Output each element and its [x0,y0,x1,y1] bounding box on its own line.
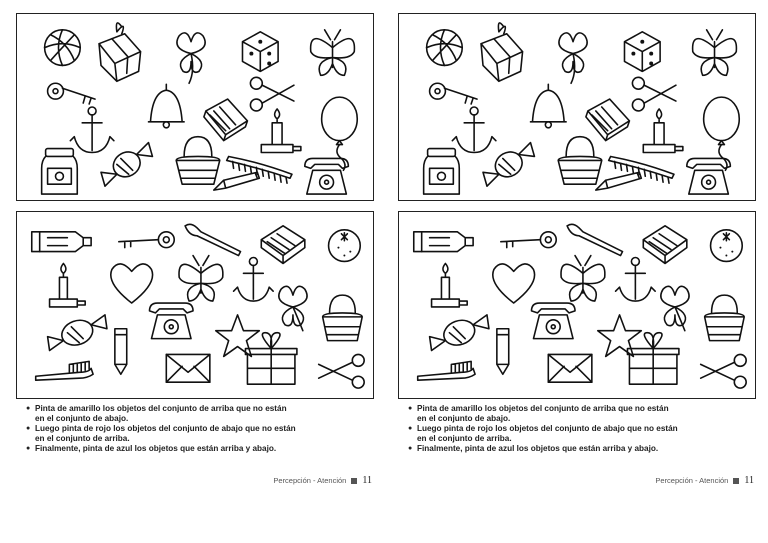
page-footer [273,475,372,486]
butterfly-icon [693,30,737,76]
scissors-icon [632,77,676,111]
candle-icon [50,263,86,307]
key-icon [501,232,556,248]
dice-icon [242,32,278,72]
anchor-icon [70,107,114,153]
gift-icon [99,23,141,81]
bell-icon [149,84,185,128]
scissors-icon [250,77,294,111]
pencil-icon [214,172,260,190]
anchor-icon [234,258,274,302]
basket-icon [705,295,745,341]
comb-icon [609,156,674,183]
toothbrush-icon [418,361,475,380]
page-footer [655,475,754,486]
top-set-drawing [17,14,373,200]
top-set-drawing [399,14,755,200]
toothpaste-icon [414,232,473,252]
anchor-icon [452,107,496,153]
candy-icon [48,315,107,351]
star-icon [598,315,642,357]
candle-icon [261,109,301,153]
bell-icon [531,84,567,128]
paintbrush-icon [567,224,622,255]
candle-icon [432,263,468,307]
bottom-set-box [16,211,374,399]
toothbrush-icon [36,361,93,380]
instruction-item: ● Pinta de amarillo los objetos del conjunto de arriba que no están en el conjunto de abajo. [408,404,708,424]
orange-icon [329,230,361,262]
heart-icon [493,264,535,303]
basket-icon [323,295,363,341]
envelope-icon [548,354,592,382]
candy-icon [483,143,534,187]
instruction-item: ● Luego pinta de rojo los objetos del conjunto de abajo que no están en el conjunto de arriba. [26,424,326,444]
clover-icon [177,33,205,83]
book-icon [643,226,687,264]
pencil-icon [115,329,127,375]
bottom-set-drawing [399,212,755,398]
paintbrush-icon [185,224,240,255]
top-set-box [16,13,374,201]
instruction-item: ● Luego pinta de rojo los objetos del conjunto de abajo que no están en el conjunto de arriba. [408,424,708,444]
basket-icon [558,137,602,184]
ball-icon [45,30,81,66]
footer-section-label: Percepción - Atención [655,476,729,485]
book-icon [204,99,248,141]
worksheet-page-left [6,0,380,543]
orange-icon [711,230,743,262]
telephone-icon [531,303,575,339]
gift-icon [627,333,678,384]
square-icon [351,478,357,484]
instructions-list [26,404,326,454]
key-icon [430,83,477,104]
pencil-icon [497,329,509,375]
jar-icon [424,149,460,195]
bottom-set-drawing [17,212,373,398]
butterfly-icon [311,30,355,76]
telephone-icon [687,158,731,194]
telephone-icon [149,303,193,339]
jar-icon [42,149,78,195]
comb-icon [227,156,292,183]
candy-icon [101,143,152,187]
instruction-item: ● Finalmente, pinta de azul los objetos que están arriba y abajo. [408,444,708,454]
dice-icon [624,32,660,72]
candy-icon [430,315,489,351]
page-number: 11 [744,475,754,486]
scissors-icon [319,354,365,388]
clover-icon [661,286,689,330]
pencil-icon [596,172,642,190]
key-icon [48,83,95,104]
butterfly-icon [561,256,605,302]
footer-section-label: Percepción - Atención [273,476,347,485]
gift-icon [481,23,523,81]
instruction-item: ● Pinta de amarillo los objetos del conjunto de arriba que no están en el conjunto de abajo. [26,404,326,424]
butterfly-icon [179,256,223,302]
clover-icon [559,33,587,83]
page-number: 11 [362,475,372,486]
book-icon [261,226,305,264]
instructions-list [408,404,708,454]
key-icon [119,232,174,248]
clover-icon [279,286,307,330]
square-icon [733,478,739,484]
envelope-icon [166,354,210,382]
toothpaste-icon [32,232,91,252]
heart-icon [111,264,153,303]
balloon-icon [322,97,358,170]
gift-icon [245,333,296,384]
telephone-icon [305,158,349,194]
basket-icon [176,137,220,184]
balloon-icon [704,97,740,170]
anchor-icon [616,258,656,302]
candle-icon [643,109,683,153]
ball-icon [427,30,463,66]
scissors-icon [701,354,747,388]
bottom-set-box [398,211,756,399]
book-icon [586,99,630,141]
star-icon [216,315,260,357]
worksheet-page-right [388,0,762,543]
instruction-item: ● Finalmente, pinta de azul los objetos que están arriba y abajo. [26,444,326,454]
top-set-box [398,13,756,201]
